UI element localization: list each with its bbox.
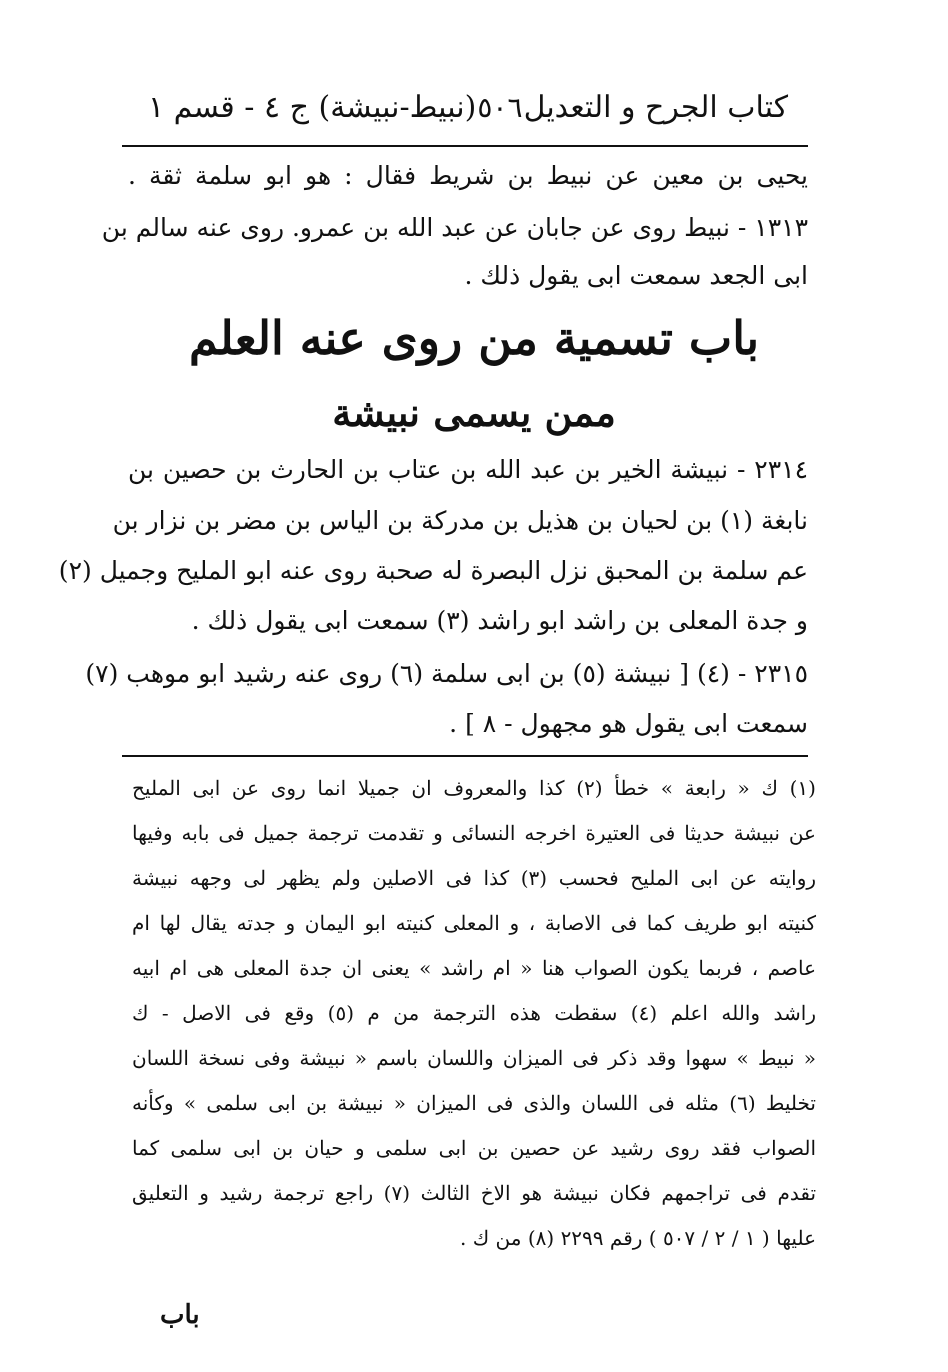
- footnote-line: تقدم فى تراجمهم فكان نبيشة هو الاخ الثالث (٧) راجع ترجمة رشيد و التعليق: [132, 1181, 817, 1205]
- header-title: كتاب الجرح و التعديل: [523, 89, 788, 125]
- footnote-line: (١) ك « رابعة » خطأ (٢) كذا والمعروف ان جميلا انما روى عن ابى المليح: [132, 776, 816, 800]
- section-subheading: ممن يسمى نبيشة: [332, 390, 616, 435]
- running-header: [148, 82, 788, 132]
- footnote-line: كنيته ابو طريف كما فى الاصابة ، و المعلى كنيته ابو اليمان و جدته يقال لها ام: [132, 911, 816, 935]
- footnote-rule: [122, 755, 808, 757]
- entry-line: ٢٣١٤ - نبيشة الخير بن عبد الله بن عتاب بن الحارث بن حصين بن: [128, 455, 808, 484]
- entry-line: نابغة (١) بن لحيان بن هذيل بن مدركة بن الياس بن مضر بن نزار بن: [112, 506, 808, 535]
- page-number: ٥٠٦: [477, 90, 523, 124]
- footnote-line: « نبيط » سهوا وقد ذكر فى الميزان واللسان باسم « نبيشة وفى نسخة اللسان: [132, 1046, 816, 1070]
- section-heading: باب تسمية من روى عنه العلم: [188, 311, 760, 365]
- catchword: باب: [160, 1300, 200, 1330]
- header-section: (نبيط-نبيشة) ج ٤ - قسم ١: [148, 89, 477, 125]
- entry-line: عم سلمة بن المحبق نزل البصرة له صحبة روى عنه ابو المليح وجميل (٢): [58, 556, 808, 585]
- footnote-line: تخليط (٦) مثله فى اللسان والذى فى الميزان « نبيشة بن ابى سلمى » وكأنه: [132, 1091, 816, 1115]
- body-line: يحيى بن معين عن نبيط بن شريط فقال : هو ابو سلمة ثقة .: [128, 161, 808, 190]
- body-line: ابى الجعد سمعت ابى يقول ذلك .: [464, 261, 808, 290]
- footnote-line: الصواب فقد روى رشيد عن حصين بن ابى سلمى و حيان بن ابى سلمى كما: [132, 1136, 816, 1160]
- header-rule: [122, 145, 808, 147]
- footnote-line: عاصم ، فربما يكون الصواب هنا « ام راشد » يعنى ان جدة المعلى هى ام ابيه: [132, 956, 816, 980]
- footnote-line: راشد والله اعلم (٤) سقطت هذه الترجمة من م (٥) وقع فى الاصل - ك: [132, 1001, 816, 1025]
- footnote-line: عليها ( ١ / ٢ / ٥٠٧ ) رقم ٢٢٩٩ (٨) من ك .: [459, 1226, 816, 1250]
- footnote-line: روايته عن ابى المليح فحسب (٣) كذا فى الاصلين ولم يظهر لى وجهه نبيشة: [132, 866, 817, 890]
- entry-line: سمعت ابى يقول هو مجهول - ٨ ] .: [449, 709, 808, 738]
- entry-line: و جدة المعلى بن راشد ابو راشد (٣) سمعت ابى يقول ذلك .: [191, 606, 808, 635]
- body-line: ١٣١٣ - نبيط روى عن جابان عن عبد الله بن عمرو. روى عنه سالم بن: [101, 213, 808, 242]
- entry-line: ٢٣١٥ - (٤) [ نبيشة (٥) بن ابى سلمة (٦) روى عنه رشيد ابو موهب (٧): [85, 659, 808, 688]
- footnote-line: عن نبيشة حديثا فى العتيرة اخرجه النسائى و تقدمت ترجمة جميل فى بابه وفيها: [132, 821, 816, 845]
